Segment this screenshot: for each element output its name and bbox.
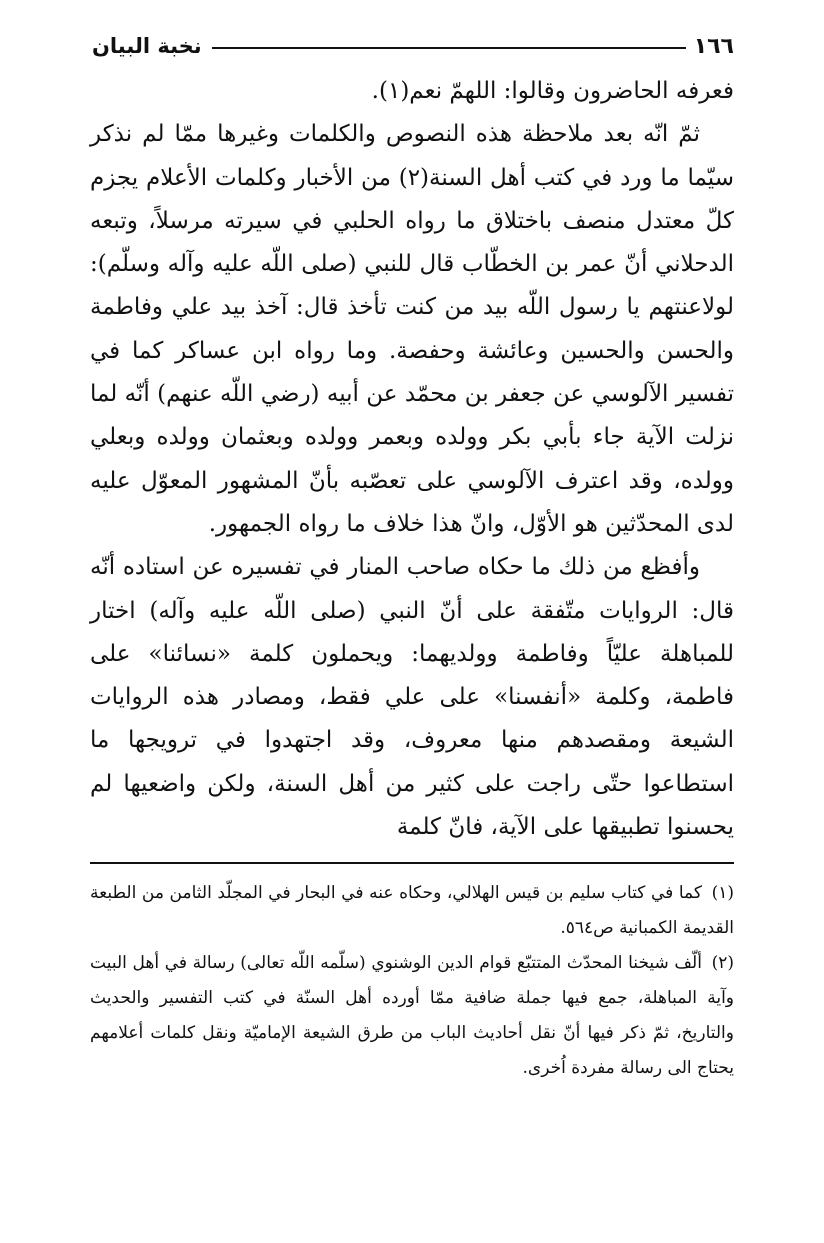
page-header — [92, 28, 734, 64]
footnote-2-text: ألّف شيخنا المحدّث المتتبّع قوام الدين الوشنوي (سلّمه اللّه تعالى) رسالة في أهل البيت وآية المباهلة، جمع فيها جملة ضافية ممّا أورده أهل السنّة في كتب التفسير والحديث والتاريخ، ثمّ ذكر فيها أنّ نقل أحاديث الباب من طرق الشيعة الإماميّة ونقل كلمات أعلامهم يحتاج الى رسالة مفردة اُخرى. — [90, 953, 734, 1078]
paragraph-1: فعرفه الحاضرون وقالوا: اللهمّ نعم(١). — [371, 78, 734, 104]
footnote-1-text: كما في كتاب سليم بن قيس الهلالي، وحكاه عنه في البحار في المجلّد الثامن من الطبعة القديمة الكمبانية ص٥٦٤. — [90, 883, 734, 938]
running-title: نخبة البيان — [92, 34, 202, 58]
footnote-2-number: (٢) — [711, 953, 735, 973]
footnote-2 — [90, 946, 734, 1086]
header-rule — [212, 47, 686, 49]
main-text — [90, 70, 734, 849]
footnote-1-number: (١) — [711, 883, 734, 903]
paragraph-3: وأفظع من ذلك ما حكاه صاحب المنار في تفسيره عن استاده أنّه قال: الروايات متّفقة على أنّ النبي (صلى اللّه عليه وآله) اختار للمباهلة عليّاً وفاطمة وولديهما: ويحملون كلمة «نسائنا» على فاطمة، وكلمة «أنفسنا» على علي فقط، ومصادر هذه الروايات الشيعة ومقصدهم منها معروف، وقد اجتهدوا في ترويجها ما استطاعوا حتّى راجت على كثير من أهل السنة، ولكن واضعيها لم يحسنوا تطبيقها على الآية، فانّ كلمة — [90, 554, 734, 841]
paragraph-2: ثمّ انّه بعد ملاحظة هذه النصوص والكلمات وغيرها ممّا لم نذكر سيّما ما ورد في كتب أهل السنة(٢) من الأخبار وكلمات الأعلام يجزم كلّ معتدل منصف باختلاق ما رواه الحلبي في سيرته مرسلاً، وتبعه الدحلاني أنّ عمر بن الخطّاب قال للنبي (صلى اللّه عليه وآله وسلّم): لولاعنتهم يا رسول اللّه بيد من كنت تأخذ قال: آخذ بيد علي وفاطمة والحسن والحسين وعائشة وحفصة. وما رواه ابن عساكر كما في تفسير الآلوسي عن جعفر بن محمّد عن أبيه (رضي اللّه عنهم) أنّه لما نزلت الآية جاء بأبي بكر وولده وبعمر وولده وبعثمان وولده وبعلي وولده، وقد اعترف الآلوسي على تعصّبه بأنّ المشهور المعوّل عليه لدى المحدّثين هو الأوّل، وانّ هذا خلاف ما رواه الجمهور. — [90, 121, 735, 537]
page-number: ١٦٦ — [693, 33, 734, 59]
footnotes — [90, 876, 734, 1086]
footnote-1 — [90, 876, 734, 946]
footnote-separator — [90, 862, 734, 864]
